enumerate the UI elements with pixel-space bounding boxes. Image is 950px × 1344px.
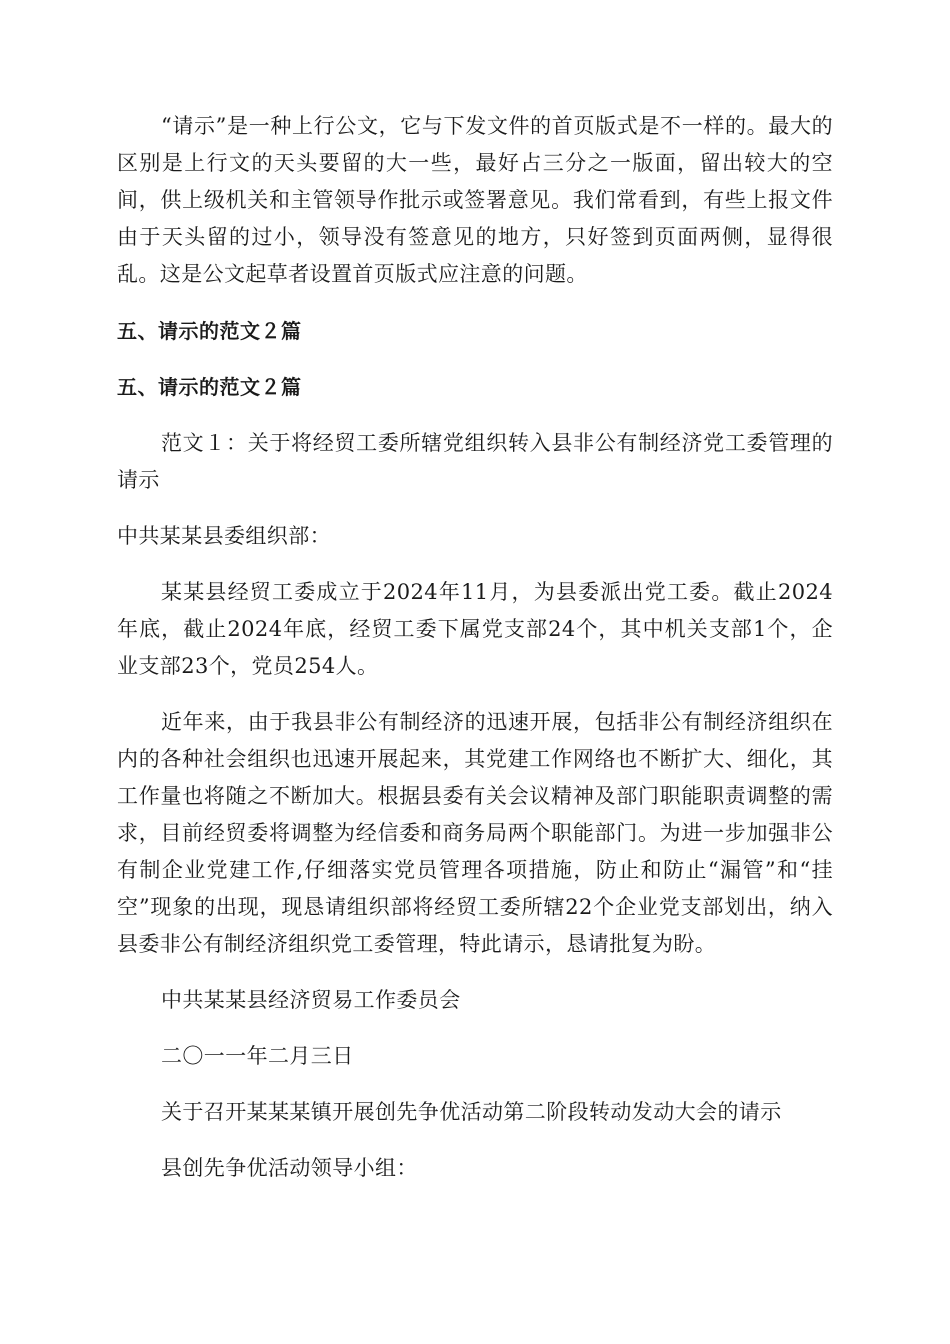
intro-paragraph: “请示”是一种上行公文，它与下发文件的首页版式是不一样的。最大的区别是上行文的天头要留的大一些，最好占三分之一版面，留出较大的空间，供上级机关和主管领导作批示或签署意见。我们常看到，有些上报文件由于天头留的过小，领导没有签意见的地方，只好签到页面两侧，显得很乱。这是公文起草者设置首页版式应注意的问题。: [117, 114, 833, 286]
sample-2-title: 关于召开某某某镇开展创先争优活动第二阶段转动发动大会的请示: [161, 1100, 782, 1124]
sample-title: 范文１：关于将经贸工委所辖党组织转入县非公有制经济党工委管理的请示: [117, 431, 833, 492]
body-paragraph-1: 某某县经贸工委成立于2024年11月，为县委派出党工委。截止2024年底，截止2024年底，经贸工委下属党支部24个，其中机关支部1个，企业支部23个，党员254人。: [117, 580, 833, 678]
body-paragraph-2: 近年来，由于我县非公有制经济的迅速开展，包括非公有制经济组织在内的各种社会组织也迅速开展起来，其党建工作网络也不断扩大、细化，其工作量也将随之不断加大。根据县委有关会议精神及部门职能职责调整的需求，目前经贸委将调整为经信委和商务局两个职能部门。为进一步加强非公有制企业党建工作,仔细落实党员管理各项措施，防止和防止“漏管”和“挂空”现象的出现，现恳请组织部将经贸工委所辖22个企业党支部划出，纳入县委非公有制经济组织党工委管理，特此请示，恳请批复为盼。: [117, 710, 833, 956]
date: 二〇一一年二月三日: [161, 1044, 354, 1068]
addressee-2: 县创先争优活动领导小组：: [161, 1156, 418, 1180]
document-page: [117, 108, 833, 1187]
signature: 中共某某县经济贸易工作委员会: [161, 988, 461, 1012]
section-heading-repeat: 五、请示的范文２篇: [117, 375, 302, 399]
addressee: 中共某某县委组织部：: [117, 524, 331, 548]
section-heading: 五、请示的范文２篇: [117, 319, 302, 343]
